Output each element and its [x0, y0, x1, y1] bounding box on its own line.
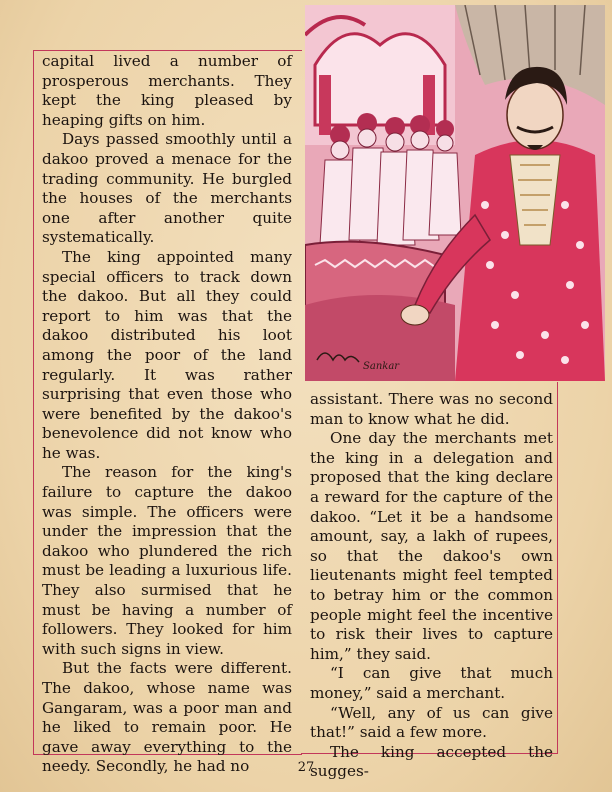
left-paragraph-3: The king appointed many special officers to track down the dakoo. But all they could report to him was that the dakoo distributed his loot among the poor of the land regularly. It was rather surprising that even those who were benefited by the dakoo's benevolence did not know who he was. — [42, 247, 292, 462]
left-paragraph-5: But the facts were different. The dakoo, whose name was Gangaram, was a poor man and he liked to remain poor. He gave away everything to the needy. Secondly, he had no — [42, 659, 292, 776]
left-paragraph-2: Days passed smoothly until a dakoo proved a menace for the trading community. He burgled the houses of the merchants one after another quite systematically. — [42, 130, 292, 247]
right-column — [310, 390, 553, 782]
left-paragraph-1: capital lived a number of prosperous merchants. They kept the king pleased by heaping gifts on him. — [42, 52, 292, 129]
right-paragraph-3: “I can give that much money,” said a merchant. — [310, 664, 553, 702]
right-paragraph-1: assistant. There was no second man to know what he did. — [310, 390, 553, 428]
right-paragraph-5: The king accepted the sugges- — [310, 742, 553, 781]
right-paragraph-2: One day the merchants met the king in a delegation and proposed that the king declare a reward for the capture of the dakoo. “Let it be a handsome amount, say, a lakh of rupees, so that the dakoo's own lieutenants might feel tempted to betray him or the common people might feel the incentive to risk their lives to capture him,” they said. — [310, 429, 553, 663]
left-paragraph-4: The reason for the king's failure to capture the dakoo was simple. The officers were under the impression that the dakoo who plundered the rich must be leading a luxurious life. They also surmised that he must be having a number of followers. They looked for him with such signs in view. — [42, 463, 292, 658]
page-number: 27 — [297, 760, 315, 775]
right-paragraph-4: “Well, any of us can give that!” said a few more. — [310, 703, 553, 742]
illustration-king-court — [305, 5, 605, 381]
artist-signature: Sankar — [363, 361, 400, 372]
left-column — [42, 52, 292, 777]
